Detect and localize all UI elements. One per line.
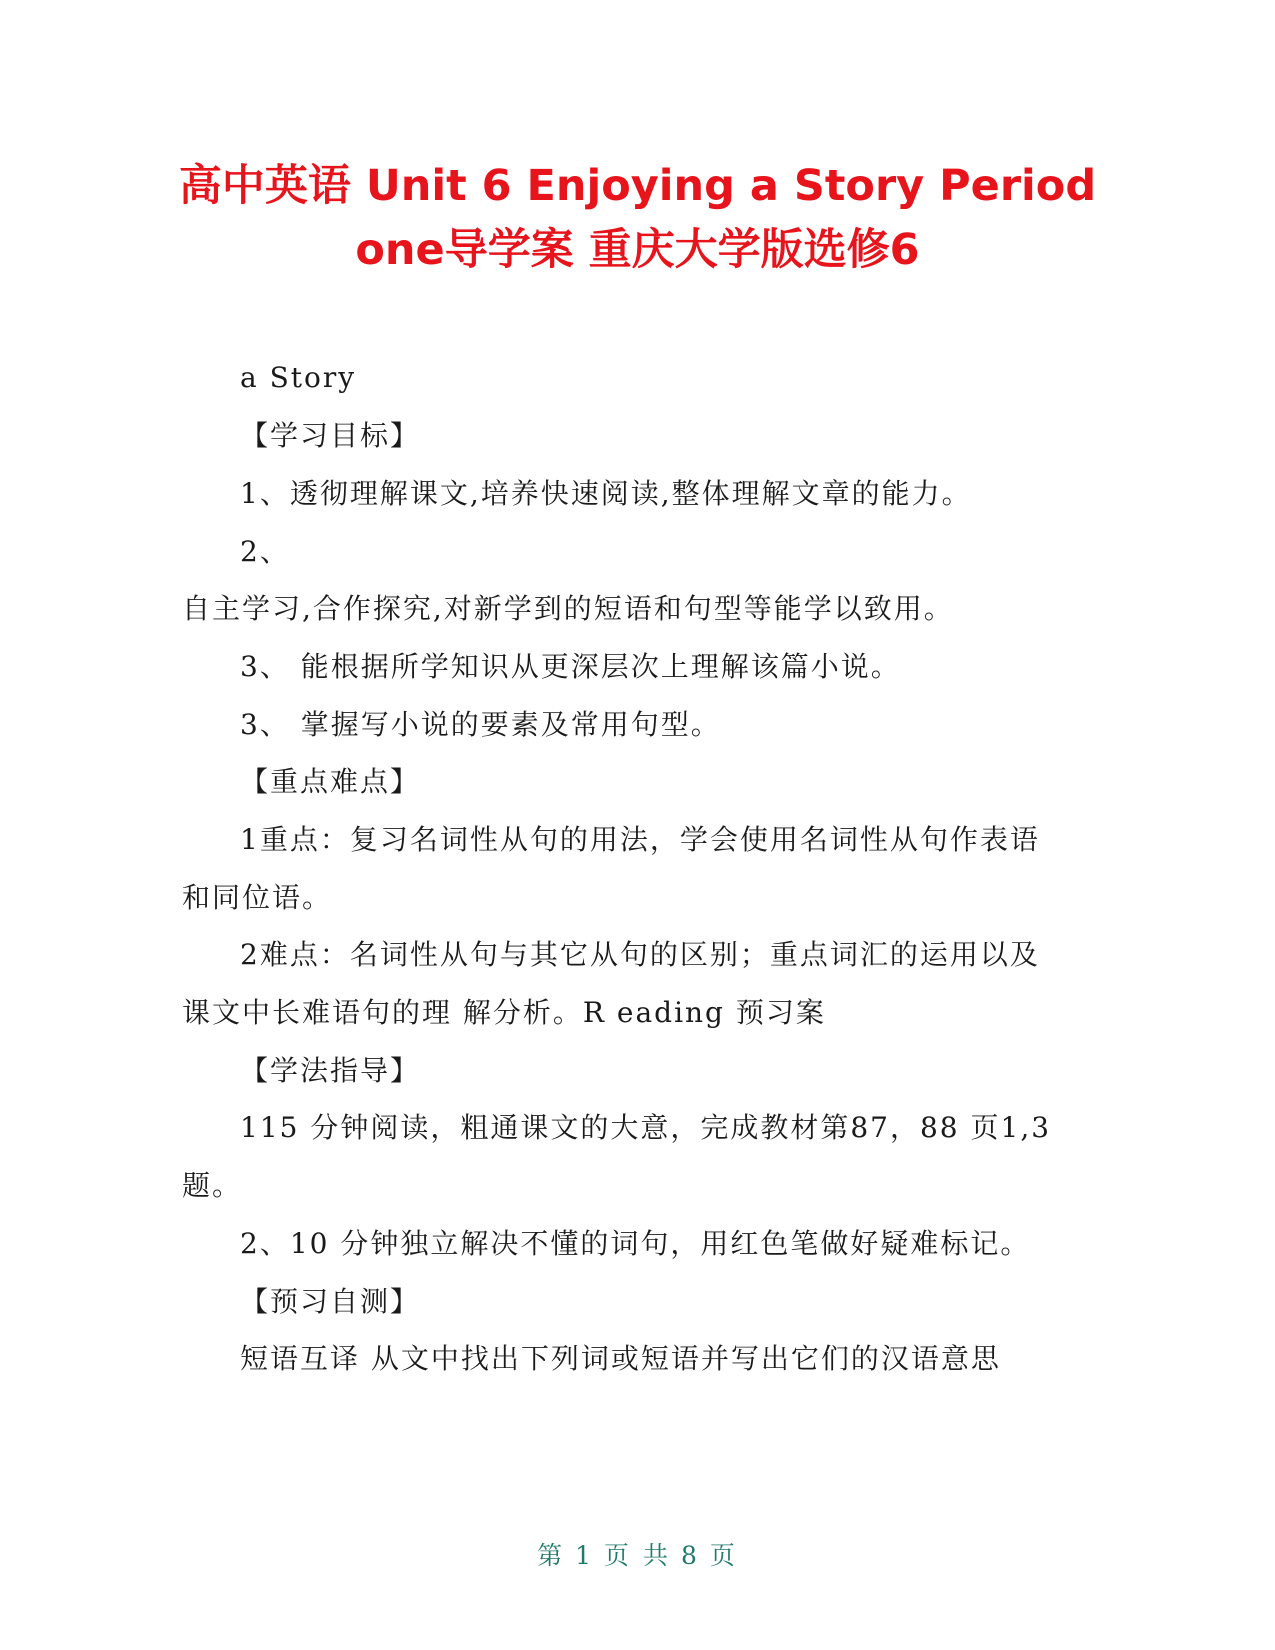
self-test-instruction: 短语互译 从文中找出下列词或短语并写出它们的汉语意思 [240, 1342, 1001, 1375]
difficulty-1-cont: 课文中长难语句的理 解分析。R eading 预习案 [182, 996, 826, 1029]
footer-current-page: 1 [575, 1541, 595, 1570]
objective-2-number: 2、 [240, 535, 290, 568]
objective-1: 1、透彻理解课文,培养快速阅读,整体理解文章的能力。 [240, 477, 972, 510]
footer-total-pages: 8 [680, 1541, 700, 1570]
difficulty-1: 2难点：名词性从句与其它从句的区别；重点词汇的运用以及 [240, 938, 1040, 971]
key-point-1: 1重点：复习名词性从句的用法，学会使用名词性从句作表语 [240, 823, 1040, 856]
title-line-2: one导学案 重庆大学版选修6 [355, 225, 920, 275]
objective-3: 3、 能根据所学知识从更深层次上理解该篇小说。 [240, 650, 901, 683]
page-footer [0, 1540, 1275, 1572]
method-1: 115 分钟阅读，粗通课文的大意，完成教材第87，88 页1,3 [240, 1111, 1052, 1144]
footer-mid: 页 共 [604, 1541, 671, 1570]
story-subtitle: a Story [240, 361, 357, 394]
key-point-1-cont: 和同位语。 [182, 881, 333, 914]
title-line-1: 高中英语 Unit 6 Enjoying a Story Period [178, 161, 1097, 211]
footer-suffix: 页 [709, 1541, 738, 1570]
method-1-cont: 题。 [182, 1169, 243, 1202]
document-title [0, 154, 1275, 282]
section-heading-key-points: 【重点难点】 [240, 765, 421, 798]
section-heading-self-test: 【预习自测】 [240, 1285, 421, 1318]
objective-3b: 3、 掌握写小说的要素及常用句型。 [240, 708, 721, 741]
section-heading-method: 【学法指导】 [240, 1054, 421, 1087]
method-2: 2、10 分钟独立解决不懂的词句，用红色笔做好疑难标记。 [240, 1227, 1031, 1260]
footer-prefix: 第 [537, 1541, 566, 1570]
section-heading-objectives: 【学习目标】 [240, 419, 421, 452]
objective-2-text: 自主学习,合作探究,对新学到的短语和句型等能学以致用。 [182, 592, 954, 625]
